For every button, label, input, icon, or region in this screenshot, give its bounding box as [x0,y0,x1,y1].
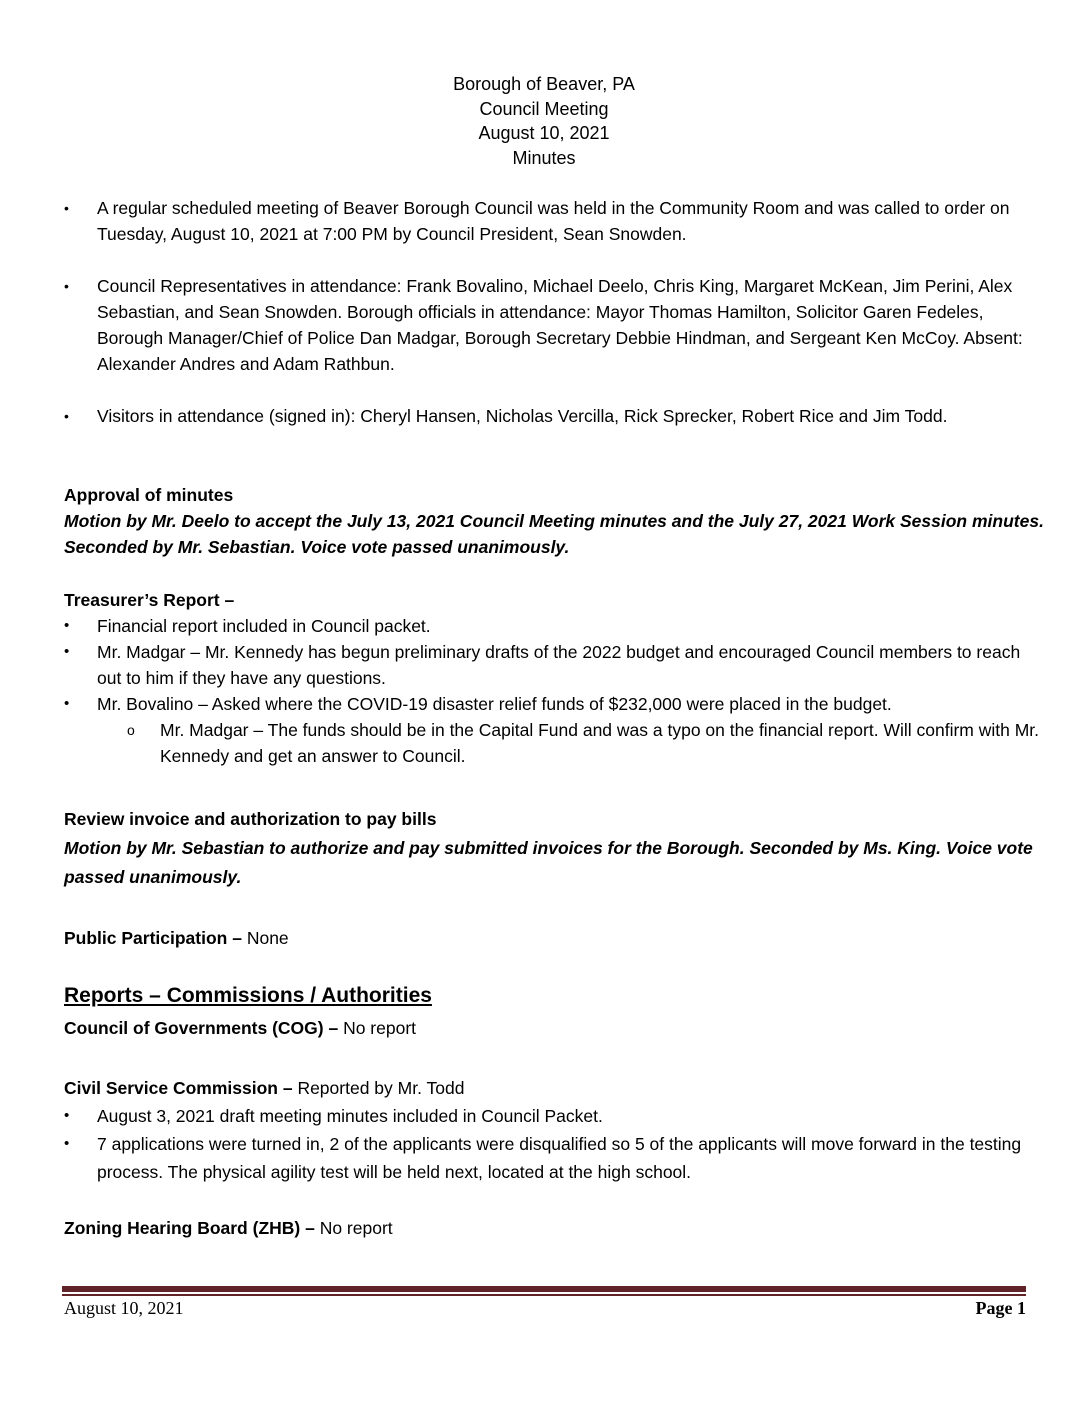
footer-date: August 10, 2021 [64,1298,184,1318]
cog-value: No report [338,1018,417,1038]
header-minutes: Minutes [512,147,576,168]
treasurer-section [64,587,1044,769]
treasurer-bullet: Financial report included in Council packet. [97,616,431,636]
bullet-icon: • [64,695,70,712]
attendance-text: Council Representatives in attendance: Frank Bovalino, Michael Deelo, Chris King, Margaret McKean, Jim Perini, Alex Sebastian, and Sean Snowden. Borough officials in attendance: Mayor Thomas Hamilton, Solicitor Garen Fedeles, Borough Manager/Chief of Police Dan Madgar, Borough Secretary Debbie Hindman, and Sergeant Ken McCoy. Absent: Alexander Andres and Adam Rathbun. [97,276,1023,374]
civil-service-section [64,1074,1044,1186]
header-borough: Borough of Beaver, PA [453,74,635,94]
zhb-report [64,1215,1044,1241]
treasurer-bullet: Mr. Bovalino – Asked where the COVID-19 disaster relief funds of $232,000 were placed in the budget. [97,694,892,714]
bullet-icon: • [64,643,70,660]
invoices-section [64,805,1044,892]
reports-heading: Reports – Commissions / Authorities [64,984,432,1007]
bullet-icon: • [64,278,69,294]
public-participation-value: None [241,928,289,948]
header-meeting-type: Council Meeting [479,98,609,119]
visitors-text: Visitors in attendance (signed in): Cheryl Hansen, Nicholas Vercilla, Rick Sprecker, Robert Rice and Jim Todd. [97,406,948,426]
public-participation [64,925,1044,951]
document-header [0,72,1088,170]
bullet-icon: • [64,1135,70,1152]
intro-bullet-attendance [64,273,1044,377]
civil-service-bullet: 7 applications were turned in, 2 of the applicants were disqualified so 5 of the applicants will move forward in the testing process. The physical agility test will be held next, located at the high school. [97,1134,1022,1182]
bullet-icon: • [64,408,69,424]
reports-heading-block [64,983,1044,1009]
intro-bullet-call-to-order [64,195,1044,247]
bullet-icon: • [64,200,69,216]
civil-service-bullet: August 3, 2021 draft meeting minutes included in Council Packet. [97,1106,603,1126]
header-date: August 10, 2021 [478,123,610,143]
approval-section [64,482,1044,560]
footer-rule-thin [62,1294,1026,1296]
zhb-label: Zoning Hearing Board (ZHB) – [64,1218,315,1238]
civil-service-label: Civil Service Commission – [64,1078,293,1098]
treasurer-bullet: Mr. Madgar – Mr. Kennedy has begun preliminary drafts of the 2022 budget and encouraged Council members to reach out to him if they have any questions. [97,642,1021,688]
zhb-value: No report [314,1218,393,1238]
invoices-heading: Review invoice and authorization to pay bills [64,809,437,829]
approval-heading: Approval of minutes [64,485,234,505]
footer-page-number: Page 1 [975,1298,1026,1318]
bullet-icon: • [64,617,70,634]
public-participation-label: Public Participation – [64,928,242,948]
invoices-motion: Motion by Mr. Sebastian to authorize and pay submitted invoices for the Borough. Seconded by Ms. King. Voice vote passed unanimously. [64,838,1033,887]
intro-bullet-visitors [64,403,1044,429]
cog-label: Council of Governments (COG) – [64,1018,339,1038]
bullet-icon: • [64,1107,70,1124]
civil-service-value: Reported by Mr. Todd [292,1078,465,1098]
treasurer-sub-bullet: Mr. Madgar – The funds should be in the Capital Fund and was a typo on the financial report. Will confirm with Mr. Kennedy and get an answer to Council. [160,720,1040,766]
cog-report [64,1015,1044,1041]
approval-motion: Motion by Mr. Deelo to accept the July 13, 2021 Council Meeting minutes and the July 27, 2021 Work Session minutes. Seconded by Mr. Sebastian. Voice vote passed unanimously. [64,511,1044,557]
footer-rule [62,1286,1026,1292]
call-to-order-text: A regular scheduled meeting of Beaver Borough Council was held in the Community Room and was called to order on Tuesday, August 10, 2021 at 7:00 PM by Council President, Sean Snowden. [97,198,1010,244]
sub-bullet-icon: o [127,722,135,738]
treasurer-heading: Treasurer’s Report – [64,590,235,610]
